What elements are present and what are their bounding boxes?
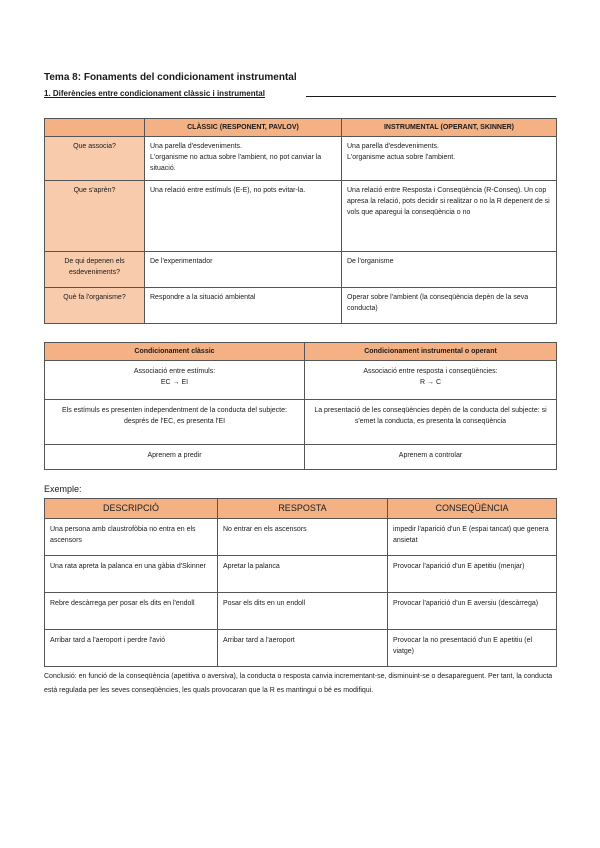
example-row bbox=[45, 556, 557, 593]
example-label: Exemple: bbox=[44, 484, 82, 494]
classic-cell: Una parella d'esdeveniments. L'organisme no actua sobre l'ambient, no pot canviar la situació. bbox=[145, 137, 342, 181]
instrumental-cell: Una parella d'esdeveniments. L'organisme actua sobre l'ambient. bbox=[342, 137, 557, 181]
summary-row bbox=[45, 400, 557, 445]
comparison-header-classic: CLÀSSIC (RESPONENT, PAVLOV) bbox=[145, 119, 342, 137]
summary-cell: Associació entre resposta i conseqüències: R → C bbox=[305, 361, 557, 400]
example-response: Posar els dits en un endoll bbox=[218, 593, 388, 630]
comparison-row bbox=[45, 252, 557, 288]
comparison-table bbox=[44, 118, 557, 324]
example-response: No entrar en els ascensors bbox=[218, 519, 388, 556]
section-subtitle bbox=[44, 89, 556, 98]
page-title: Tema 8: Fonaments del condicionament instrumental bbox=[44, 72, 297, 83]
summary-row bbox=[45, 445, 557, 470]
summary-cell: Aprenem a predir bbox=[45, 445, 305, 470]
comparison-row bbox=[45, 137, 557, 181]
row-label: Que associa? bbox=[45, 137, 145, 181]
summary-cell: Aprenem a controlar bbox=[305, 445, 557, 470]
example-row bbox=[45, 519, 557, 556]
example-header-consequence: CONSEQÜÈNCIA bbox=[388, 499, 557, 519]
example-consequence: Provocar la no presentació d'un E apetitiu (el viatge) bbox=[388, 630, 557, 667]
example-description: Una rata apreta la palanca en una gàbia d'Skinner bbox=[45, 556, 218, 593]
instrumental-cell: Una relació entre Resposta i Conseqüència (R-Conseq). Un cop apresa la relació, pots decidir si realitzar o no la R depenent de si vols que aparegui la conseqüència o no bbox=[342, 181, 557, 252]
subtitle-underline bbox=[306, 96, 556, 97]
row-label: Que s'aprèn? bbox=[45, 181, 145, 252]
example-consequence: impedir l'aparició d'un E (espai tancat) que genera ansietat bbox=[388, 519, 557, 556]
instrumental-cell: Operar sobre l'ambient (la conseqüència depèn de la seva conducta) bbox=[342, 288, 557, 324]
instrumental-cell: De l'organisme bbox=[342, 252, 557, 288]
example-consequence: Provocar l'aparició d'un E apetitiu (menjar) bbox=[388, 556, 557, 593]
summary-header-row bbox=[45, 343, 557, 361]
comparison-header-instrumental: INSTRUMENTAL (OPERANT, SKINNER) bbox=[342, 119, 557, 137]
example-description: Rebre descàrrega per posar els dits en l'endoll bbox=[45, 593, 218, 630]
comparison-header-row bbox=[45, 119, 557, 137]
summary-cell: La presentació de les conseqüències depèn de la conducta del subjecte: si s'emet la conducta, es presenta la conseqüència bbox=[305, 400, 557, 445]
section-subtitle-text: 1. Diferències entre condicionament clàssic i instrumental bbox=[44, 89, 265, 98]
example-description: Arribar tard a l'aeroport i perdre l'avió bbox=[45, 630, 218, 667]
example-row bbox=[45, 593, 557, 630]
comparison-header-empty bbox=[45, 119, 145, 137]
example-response: Apretar la palanca bbox=[218, 556, 388, 593]
classic-cell: De l'experimentador bbox=[145, 252, 342, 288]
summary-cell: Associació entre estímuls: EC → EI bbox=[45, 361, 305, 400]
example-header-response: RESPOSTA bbox=[218, 499, 388, 519]
example-consequence: Provocar l'aparició d'un E aversiu (descàrrega) bbox=[388, 593, 557, 630]
conditioning-summary-table bbox=[44, 342, 557, 470]
summary-header-classic: Condicionament clàssic bbox=[45, 343, 305, 361]
example-description: Una persona amb claustrofòbia no entra en els ascensors bbox=[45, 519, 218, 556]
example-table bbox=[44, 498, 557, 667]
example-header-row bbox=[45, 499, 557, 519]
summary-row bbox=[45, 361, 557, 400]
conclusion-text: Conclusió: en funció de la conseqüència (apetitiva o aversiva), la conducta o resposta canvia incrementant-se, disminuint-se o desapareguent. Per tant, la conducta està regulada per les seves conseqüències, les quals provocaran que la R es mantingui o bé es modifiqui. bbox=[44, 673, 553, 694]
comparison-row bbox=[45, 288, 557, 324]
row-label: De qui depenen els esdeveniments? bbox=[45, 252, 145, 288]
summary-header-instrumental: Condicionament instrumental o operant bbox=[305, 343, 557, 361]
example-response: Arribar tard a l'aeroport bbox=[218, 630, 388, 667]
row-label: Què fa l'organisme? bbox=[45, 288, 145, 324]
example-row bbox=[45, 630, 557, 667]
example-header-description: DESCRIPCIÓ bbox=[45, 499, 218, 519]
comparison-row bbox=[45, 181, 557, 252]
classic-cell: Respondre a la situació ambiental bbox=[145, 288, 342, 324]
document-page bbox=[44, 72, 556, 698]
classic-cell: Una relació entre estímuls (E-E), no pots evitar-la. bbox=[145, 181, 342, 252]
summary-cell: Els estímuls es presenten independentment de la conducta del subjecte: després de l'EC, es presenta l'EI bbox=[45, 400, 305, 445]
